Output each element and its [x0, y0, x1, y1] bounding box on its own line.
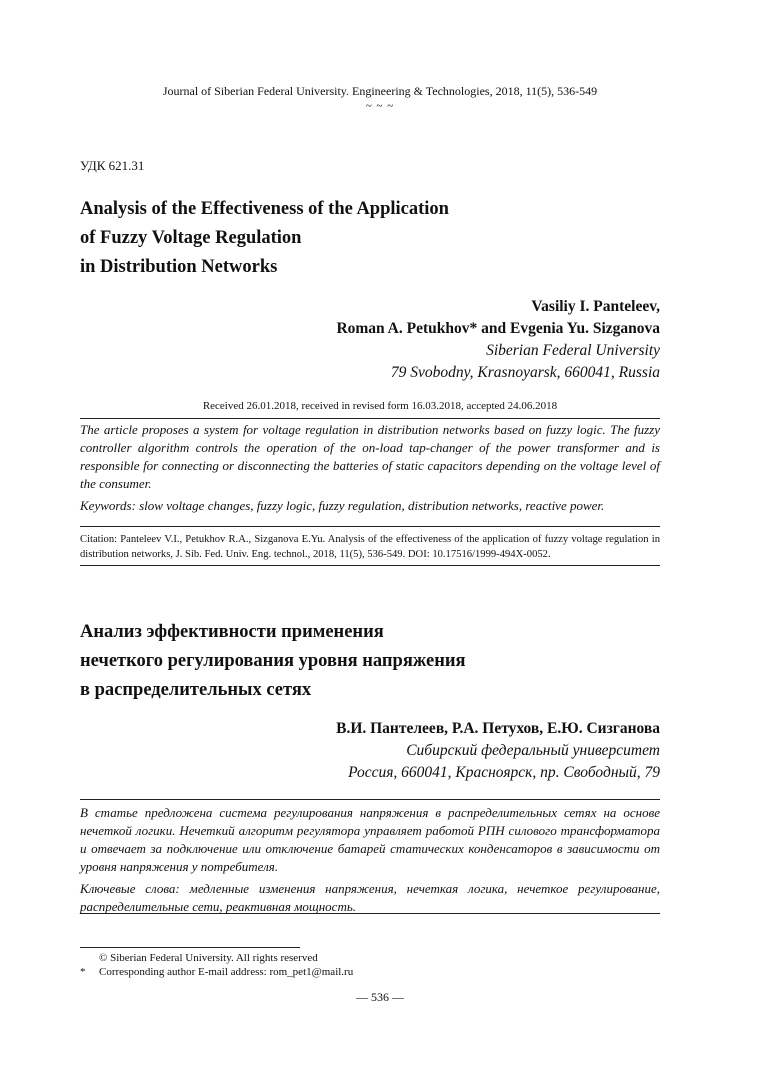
en-authors-block [336, 296, 660, 384]
divider [80, 565, 660, 566]
divider [80, 526, 660, 527]
received-dates: Received 26.01.2018, received in revised form 16.03.2018, accepted 24.06.2018 [202, 400, 558, 412]
divider [80, 799, 660, 800]
ru-abstract: В статье предложена система регулирования напряжения в распределительных сетях на основе нечеткой логики. Нечеткий алгоритм регулятора управляет работой РПН силового трансформатора и отвечает за подключение или отключение батарей статических конденсаторов в зависимости от уровня напряжения у потребителя. [80, 805, 660, 874]
divider [80, 418, 660, 419]
udk-code: УДК 621.31 [80, 158, 145, 173]
ru-title [80, 618, 466, 705]
footnote-divider [80, 947, 300, 948]
en-title-line-3: in Distribution Networks [80, 257, 278, 277]
ru-title-line-3: в распределительных сетях [80, 680, 312, 700]
en-title [80, 195, 449, 282]
en-keywords: Keywords: slow voltage changes, fuzzy logic, fuzzy regulation, distribution networks, reactive power. [80, 498, 605, 513]
ru-affiliation-line-2: Россия, 660041, Красноярск, пр. Свободный, 79 [348, 764, 660, 781]
citation: Citation: Panteleev V.I., Petukhov R.A., Sizganova E.Yu. Analysis of the effectiveness of the application of fuzzy voltage regulation in distribution networks, J. Sib. Fed. Univ. Eng. technol., 2018, 11(5), 536-549. DOI: 10.17516/1999-494X-0052. [80, 534, 660, 560]
journal-header: Journal of Siberian Federal University. Engineering & Technologies, 2018, 11(5), 536-549 [162, 84, 598, 98]
ru-keywords: Ключевые слова: медленные изменения напряжения, нечеткая логика, нечеткое регулирование, распределительные сети, реактивная мощность. [80, 881, 660, 914]
en-affiliation-line-1: Siberian Federal University [486, 342, 660, 359]
divider [80, 913, 660, 914]
en-authors-line-1: Vasiliy I. Panteleev, [531, 298, 660, 315]
header-separator: ~ ~ ~ [365, 100, 395, 112]
ru-title-line-2: нечеткого регулирования уровня напряжения [80, 651, 466, 671]
footnote-star: * [80, 966, 86, 978]
page-number: — 536 — [356, 990, 404, 1004]
footnote-corresponding [80, 966, 353, 978]
ru-authors-line: В.И. Пантелеев, Р.А. Петухов, Е.Ю. Сизганова [336, 720, 660, 737]
ru-authors-block [336, 718, 660, 784]
en-title-line-1: Analysis of the Effectiveness of the Application [80, 199, 449, 219]
en-abstract: The article proposes a system for voltage regulation in distribution networks based on fuzzy logic. The fuzzy controller algorithm controls the operation of the on-load tap-changer of the power transformer and is responsible for connecting or disconnecting the batteries of static capacitors depending on the voltage level of the consumer. [80, 422, 660, 491]
en-authors-line-2: Roman A. Petukhov* and Evgenia Yu. Sizganova [336, 320, 660, 337]
en-affiliation-line-2: 79 Svobodny, Krasnoyarsk, 660041, Russia [390, 364, 660, 381]
en-title-line-2: of Fuzzy Voltage Regulation [80, 228, 302, 248]
footnote-corresponding-text: Corresponding author E-mail address: rom_pet1@mail.ru [99, 966, 354, 978]
ru-affiliation-line-1: Сибирский федеральный университет [406, 742, 660, 759]
ru-title-line-1: Анализ эффективности применения [80, 622, 384, 642]
footnote-copyright: © Siberian Federal University. All rights reserved [99, 952, 318, 964]
